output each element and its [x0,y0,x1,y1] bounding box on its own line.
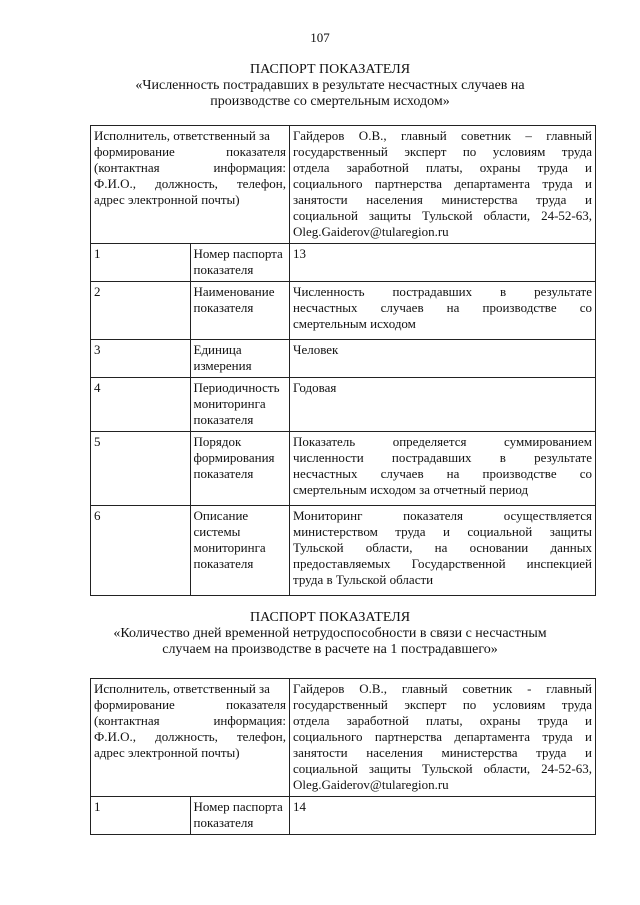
row-number: 1 [91,797,191,835]
row-value-line: министерством труда и социальной защиты [293,524,592,539]
row-value-line: 13 [293,246,306,261]
executor-value-cell [290,679,596,797]
executor-value-line: занятости населения министерства труда и [293,745,592,760]
row-value-line: Численность пострадавших в результате [293,284,592,299]
executor-label-line: адрес электронной почты) [94,745,240,760]
row-label-line: показателя [193,466,254,481]
table-row [91,506,596,596]
row-label [190,244,290,282]
executor-label-line: адрес электронной почты) [94,192,240,207]
row-label-line: мониторинга показателя [193,540,266,571]
row-label-line: Наименование показателя [193,284,275,315]
row-value [290,282,596,340]
row-value-line: труда в Тульской области [293,572,434,587]
row-value [290,378,596,432]
table-row [91,378,596,432]
executor-label-cell [91,126,290,244]
executor-value-line: Гайдеров О.В., главный советник – главный [293,128,592,143]
passport-subtitle-line: «Численность пострадавших в результате несчастных случаев на [135,78,525,93]
row-label [190,282,290,340]
row-value [290,244,596,282]
table-row [91,797,596,835]
row-value-line: Человек [293,342,339,357]
executor-email: Oleg.Gaiderov@tularegion.ru [293,777,449,792]
row-value-line: Годовая [293,380,337,395]
executor-value-line: социальной защиты Тульской области, 24-52-63, [293,208,592,223]
row-value [290,432,596,506]
executor-row [91,679,596,797]
passport-title: ПАСПОРТ ПОКАЗАТЕЛЯ [249,62,411,77]
row-label-line: мониторинга показателя [193,396,266,427]
executor-value-line: государственный эксперт по условиям труда [293,697,592,712]
table-row [91,432,596,506]
row-label [190,378,290,432]
executor-value-line: социального партнерства департамента труда и [293,729,592,744]
row-value-line: предоставляемых Государственной инспекцией [293,556,592,571]
row-label-line: Периодичность [193,380,280,395]
row-label [190,506,290,596]
executor-label-line: (контактная информация: [94,160,286,175]
row-label-line: Единица измерения [193,342,252,373]
executor-value-line: отдела заработной платы, охраны труда и [293,160,592,175]
passport-heading [60,610,600,658]
row-number: 4 [91,378,191,432]
page-number: 107 [310,30,330,45]
row-value [290,797,596,835]
passport-subtitle-line: производстве со смертельным исходом» [210,94,450,109]
executor-row [91,126,596,244]
passport-table [90,678,596,835]
row-label-line: Номер паспорта показателя [193,799,283,830]
executor-value-line: государственный эксперт по условиям труда [293,144,592,159]
row-value-line: Мониторинг показателя осуществляется [293,508,592,523]
table-row [91,244,596,282]
row-value-line: Тульской области, на основании данных [293,540,592,555]
executor-value-cell [290,126,596,244]
executor-email: Oleg.Gaiderov@tularegion.ru [293,224,449,239]
executor-label-line: формирование показателя [94,697,286,712]
row-value-line: несчастных случаев на производстве со [293,466,592,481]
executor-value-line: социального партнерства департамента труда и [293,176,592,191]
row-label-line: Номер паспорта показателя [193,246,283,277]
executor-label-line: (контактная информация: [94,713,286,728]
passport-heading [60,62,600,110]
row-value-line: 14 [293,799,306,814]
row-value-line: численности пострадавших в результате [293,450,592,465]
passport-title: ПАСПОРТ ПОКАЗАТЕЛЯ [249,610,411,625]
row-number: 1 [91,244,191,282]
row-number: 5 [91,432,191,506]
executor-label-line: формирование показателя [94,144,286,159]
executor-label-line: Ф.И.О., должность, телефон, [94,729,286,744]
table-row [91,340,596,378]
executor-label-line: Исполнитель, ответственный за [94,681,270,696]
row-value-line: смертельным исходом [293,316,416,331]
passport-subtitle-line: случаем на производстве в расчете на 1 пострадавшего» [162,642,498,657]
row-label [190,340,290,378]
executor-label-line: Ф.И.О., должность, телефон, [94,176,286,191]
row-value [290,506,596,596]
row-label-line: Описание системы [193,508,249,539]
row-value-line: Показатель определяется суммированием [293,434,592,449]
row-label [190,432,290,506]
passport-table [90,125,596,596]
row-label [190,797,290,835]
executor-value-line: Гайдеров О.В., главный советник - главный [293,681,592,696]
passport-subtitle-line: «Количество дней временной нетрудоспособности в связи с несчастным [113,626,547,641]
row-value-line: несчастных случаев на производстве со [293,300,592,315]
executor-value-line: социальной защиты Тульской области, 24-52-63, [293,761,592,776]
row-number: 3 [91,340,191,378]
executor-value-line: отдела заработной платы, охраны труда и [293,713,592,728]
row-value-line: смертельным исходом за отчетный период [293,482,529,497]
row-label-line: Порядок формирования [193,434,275,465]
row-number: 2 [91,282,191,340]
executor-value-line: занятости населения министерства труда и [293,192,592,207]
table-row [91,282,596,340]
row-value [290,340,596,378]
executor-label-line: Исполнитель, ответственный за [94,128,270,143]
executor-label-cell [91,679,290,797]
row-number: 6 [91,506,191,596]
